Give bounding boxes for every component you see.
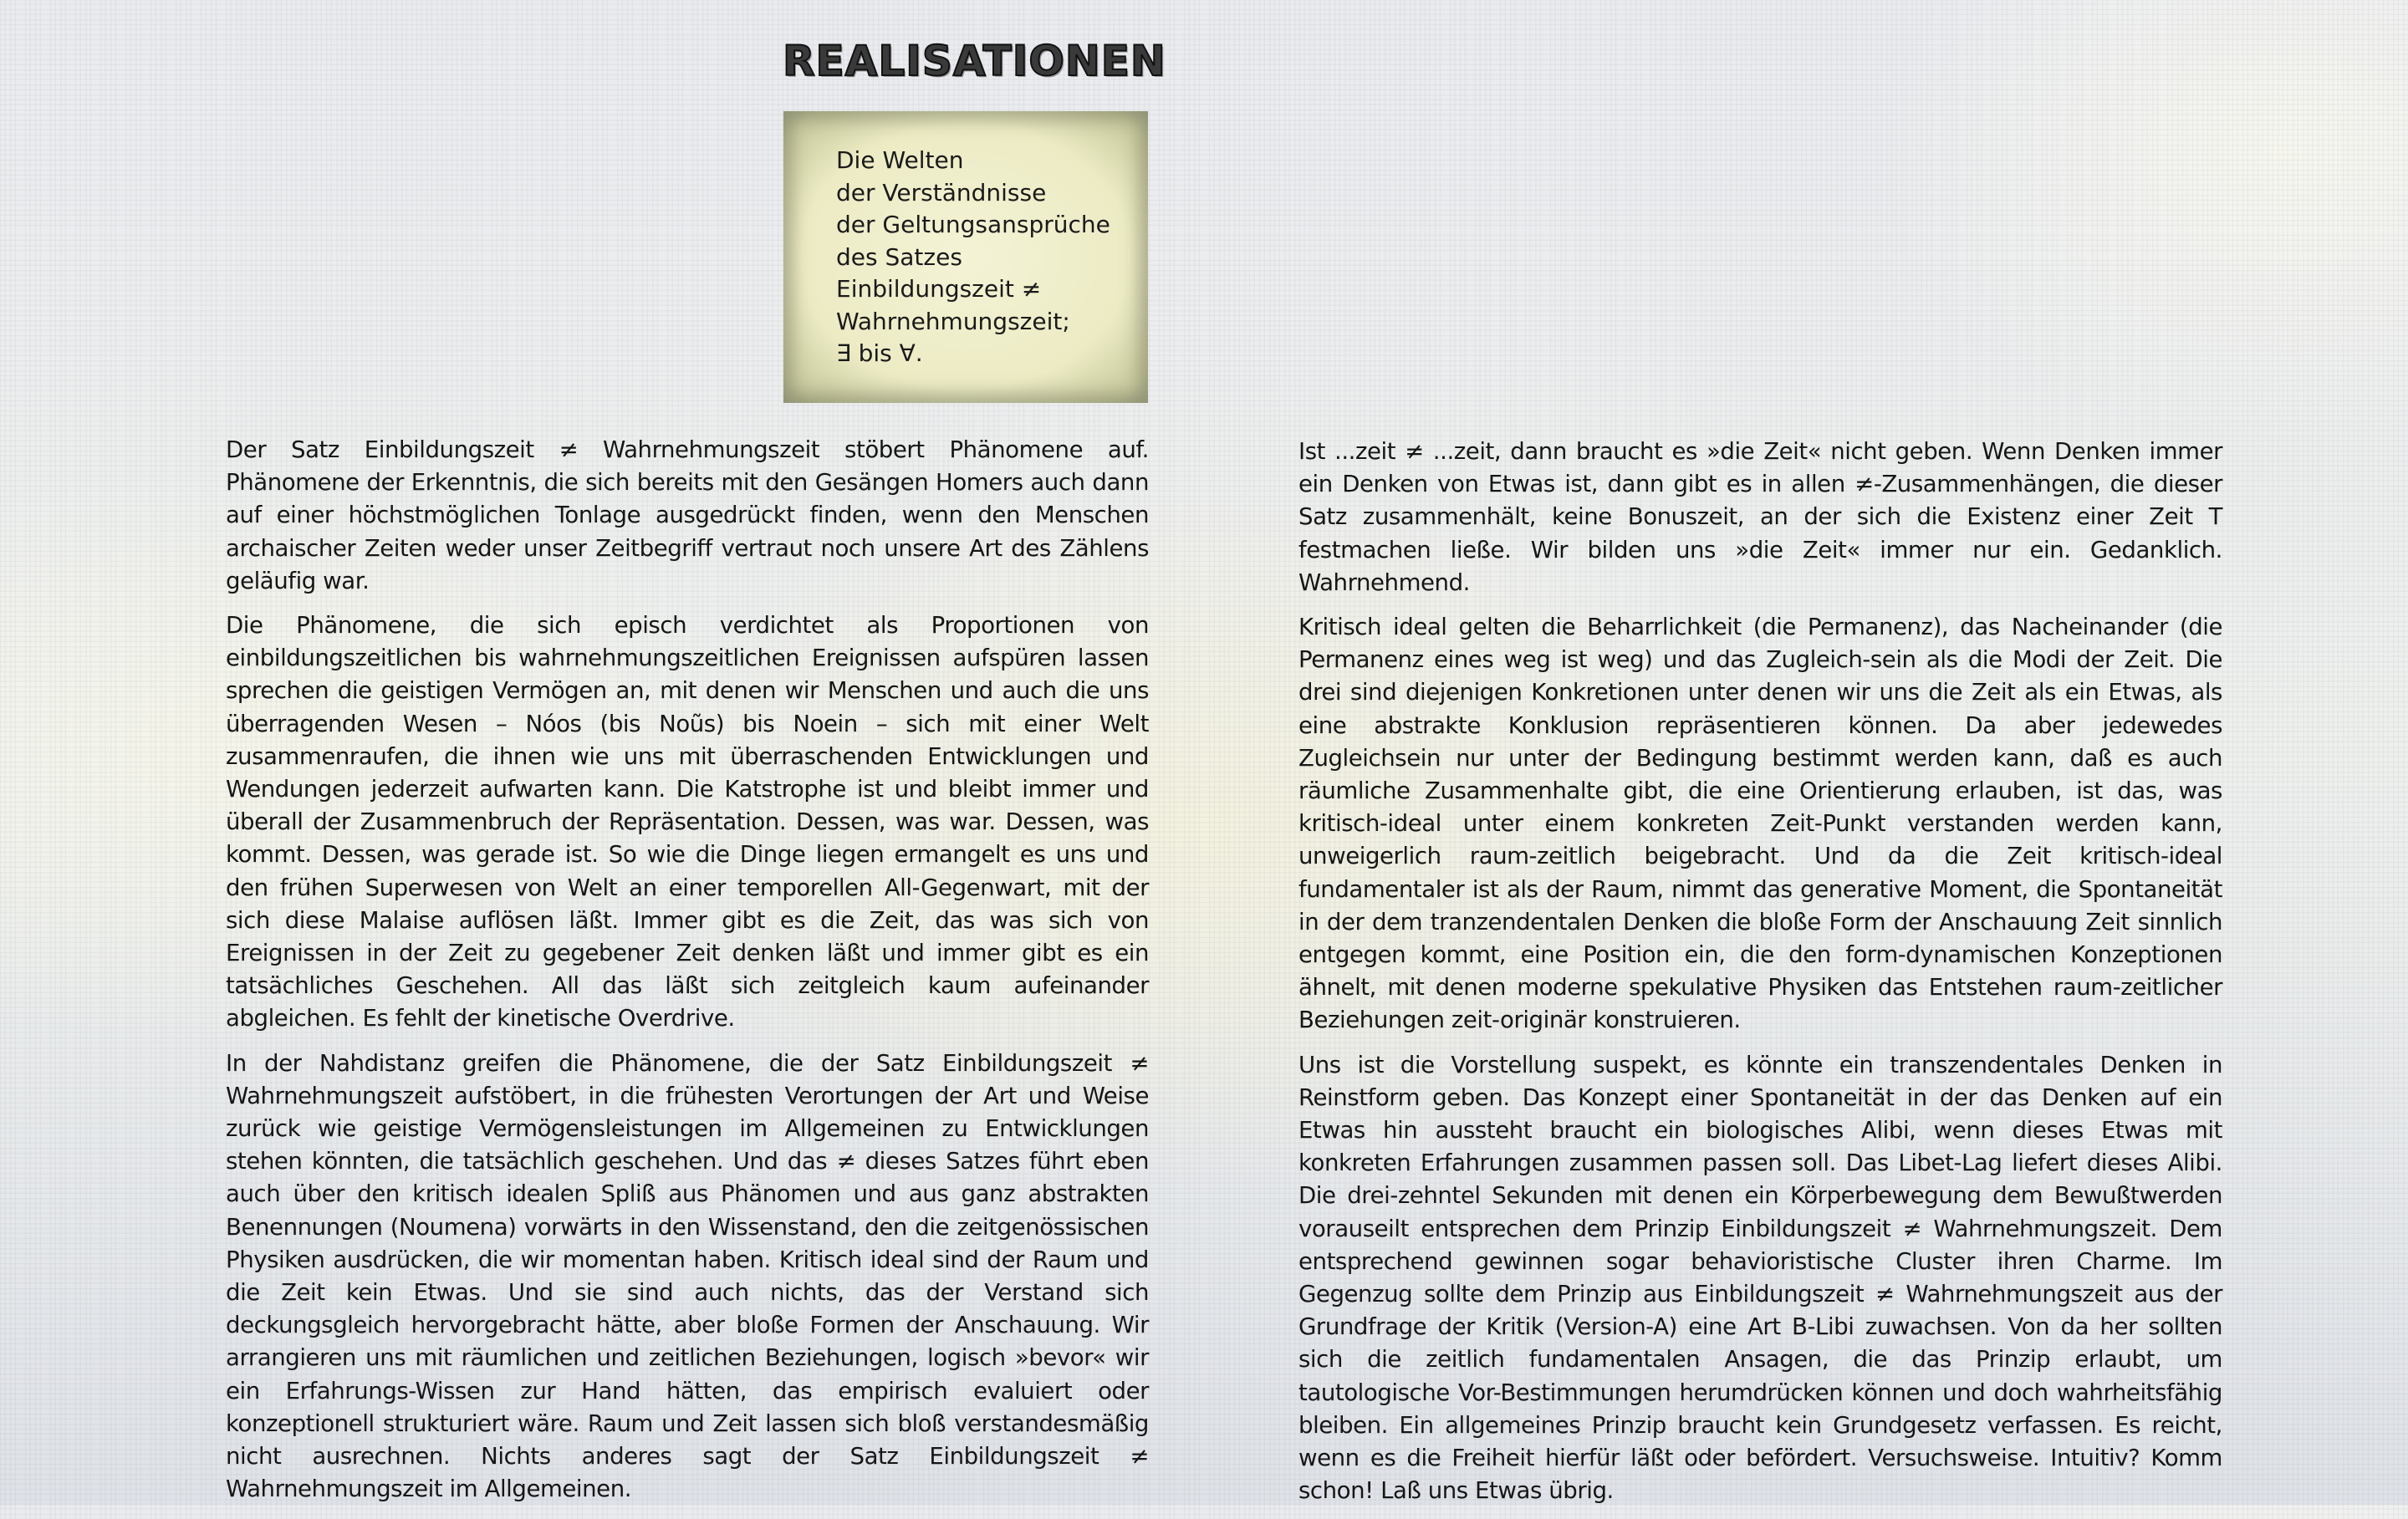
right-column [1298,435,2222,1519]
lead-line: Einbildungszeit ≠ [836,275,1042,303]
lead-line: Wahrnehmungszeit; [836,307,1070,335]
paragraph: Uns ist die Vorstellung suspekt, es könnte ein transzendentales Denken in Reinstform geben. Das Konzept einer Spontaneität in der das Denken auf ein Etwas hin aussteht braucht ein biologisches Alibi, wenn dieses Etwas mit konkreten Erfahrungen zusammen passen soll. Das Libet-Lag liefert dieses Alibi. Die drei-zehntel Sekunden mit denen ein Körperbewegung dem Bewußtwerden vorauseilt entsprechen dem Prinzip Einbildungszeit ≠ Wahrnehmungszeit. Dem entsprechend gewinnen sogar behavioristische Cluster ihren Charme. Im Gegenzug sollte dem Prinzip aus Einbildungszeit ≠ Wahrnehmungszeit aus der Grundfrage der Kritik (Version-A) eine Art B-Libi zuwachsen. Von da her sollten sich die zeitlich fundamentalen Ansagen, die das Prinzip erlaubt, um tautologische Vor-Bestimmungen herumdrücken können und doch wahrheitsfähig bleiben. Ein allgemeines Prinzip braucht kein Grundgesetz verfassen. Es reicht, wenn es die Freiheit hierfür läßt oder befördert. Versuchsweise. Intuitiv? Komm schon! Laß uns Etwas übrig. [1298,1050,2222,1505]
lead-line: des Satzes [836,242,962,271]
page-title: REALISATIONEN [783,37,1166,85]
paragraph: Die Phänomene, die sich episch verdichtet als Proportionen von einbildungszeitlichen bis wahrnehmungszeitlichen Ereignissen aufspüren lassen sprechen die geistigen Vermögen an, mit denen wir Menschen und auch die uns überragenden Wesen – Nóos (bis Noũs) bis Noein – sich mit einer Welt zusammenraufen, die ihnen wie uns mit überraschenden Entwicklungen und Wendungen jederzeit aufwarten kann. Die Katstrophe ist und bleibt immer und überall der Zusammenbruch der Repräsentation. Dessen, was war. Dessen, was kommt. Dessen, was gerade ist. So wie die Dinge liegen ermangelt es uns und den frühen Superwesen von Welt an einer temporellen All-Gegenwart, mit der sich diese Malaise auflösen läßt. Immer gibt es die Zeit, das was sich von Ereignissen in der Zeit zu gegebener Zeit denken läßt und immer gibt es ein tatsächliches Geschehen. All das läßt sich zeitgleich kaum aufeinander abgleichen. Es fehlt der kinetische Overdrive. [226,611,1149,1032]
left-column [226,433,1149,1517]
lead-line: Die Welten [836,146,964,174]
lead-line: der Geltungsansprüche [836,211,1110,238]
lead-line: ∃ bis ∀. [836,339,923,367]
paragraph: Kritisch ideal gelten die Beharrlichkeit (die Permanenz), das Nacheinander (die Permanenz eines weg ist weg) und das Zugleich-sein als die Modi der Zeit. Die drei sind diejenigen Konkretionen unter denen wir uns die Zeit als ein Etwas, als eine abstrakte Konklusion repräsentieren können. Da aber jedewedes Zugleichsein nur unter der Bedingung bestimmt werden kann, daß es auch räumliche Zusammenhalte gibt, die eine Orientierung erlauben, ist das, was kritisch-ideal unter einem konkreten Zeit-Punkt verstanden werden kann, unweigerlich raum-zeitlich beigebracht. Und da die Zeit kritisch-ideal fundamentaler ist als der Raum, nimmt das generative Moment, die Spontaneität in der dem tranzendentalen Denken die bloße Form der Anschauung Zeit sinnlich entgegen kommt, eine Position ein, die den form-dynamischen Konzeptionen ähnelt, mit denen moderne spekulative Physiken das Entstehen raum-zeitlicher Beziehungen zeit-originär konstruieren. [1298,613,2222,1034]
lead-line: der Verständnisse [836,178,1047,206]
paragraph: Der Satz Einbildungszeit ≠ Wahrnehmungszeit stöbert Phänomene auf. Phänomene der Erkenntnis, die sich bereits mit den Gesängen Homers auch dann auf einer höchstmöglichen Tonlage ausgedrückt finden, wenn den Menschen archaischer Zeiten weder unser Zeitbegriff vertraut noch unsere Art des Zählens geläufig war. [226,436,1149,594]
lead-box [783,111,1148,403]
paragraph: Ist ...zeit ≠ ...zeit, dann braucht es »die Zeit« nicht geben. Wenn Denken immer ein Denken von Etwas ist, dann gibt es in allen ≠-Zusammenhängen, die dieser Satz zusammenhält, keine Bonuszeit, an der sich die Existenz einer Zeit T festmachen ließe. Wir bilden uns »die Zeit« immer nur ein. Gedanklich. Wahrnehmend. [1298,437,2222,596]
paragraph: In der Nahdistanz greifen die Phänomene, die der Satz Einbildungszeit ≠ Wahrnehmungszeit aufstöbert, in die frühesten Verortungen der Art und Weise zurück wie geistige Vermögensleistungen im Allgemeinen zu Entwicklungen stehen könnten, die tatsächlich geschehen. Und das ≠ dieses Satzes führt eben auch über den kritisch idealen Spliß aus Phänomen und aus ganz abstrakten Benennungen (Noumena) vorwärts in den Wissenstand, den die zeitgenössischen Physiken ausdrücken, die wir momentan haben. Kritisch ideal sind der Raum und die Zeit kein Etwas. Und sie sind auch nichts, das der Verstand sich deckungsgleich hervorgebracht hätte, aber bloße Formen der Anschauung. Wir arrangieren uns mit räumlichen und zeitlichen Beziehungen, logisch »bevor« wir ein Erfahrungs-Wissen zur Hand hätten, das empirisch evaluiert oder konzeptionell strukturiert wäre. Raum und Zeit lassen sich bloß verstandesmäßig nicht ausrechnen. Nichts anderes sagt der Satz Einbildungszeit ≠ Wahrnehmungszeit im Allgemeinen. [226,1048,1149,1503]
